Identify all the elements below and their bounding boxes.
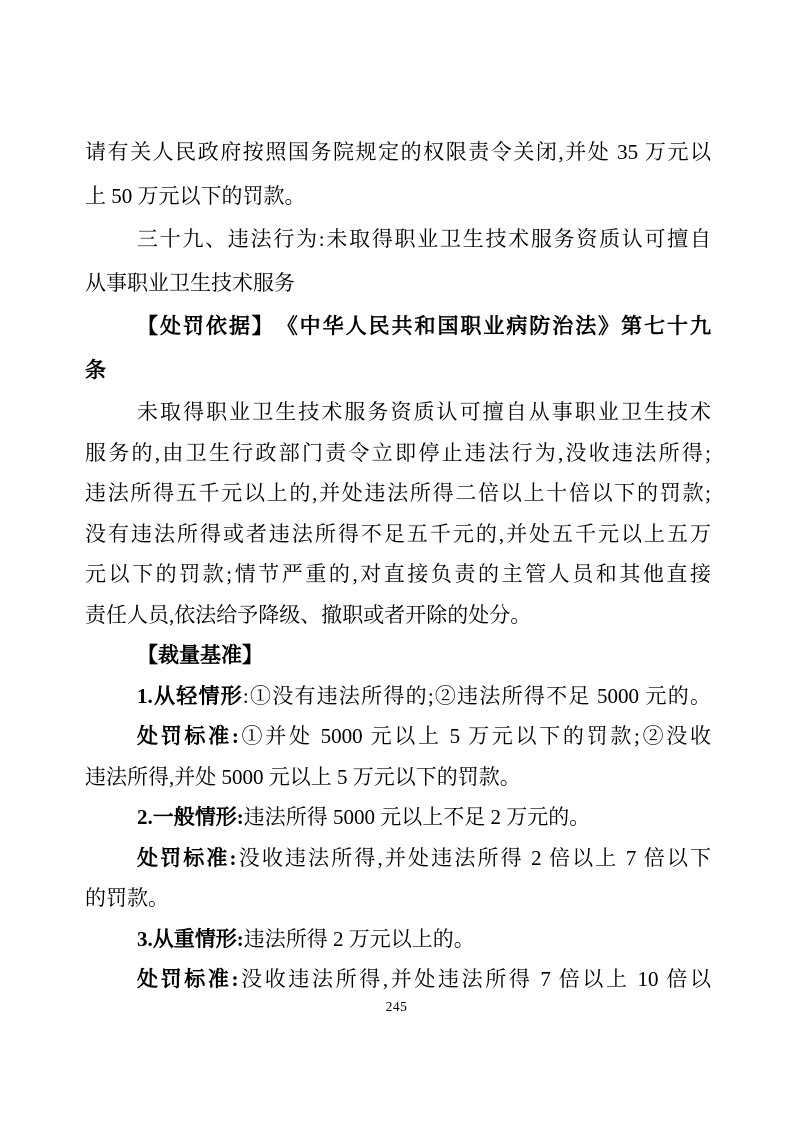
text-line-law-quote [85,392,711,433]
text-segment: 违法所得 5000 元以上不足 2 万元的。 [243,805,591,829]
text-line-law-quote [85,473,711,514]
text-segment: 没有违法所得或者违法所得不足五千元的,并处五千元以上五万 [85,521,711,546]
text-segment: 没收违法所得,并处违法所得 7 倍以上 10 倍以 [238,967,711,991]
bold-text-segment: 2.一般情形: [137,805,244,829]
text-line-penalty-standard [85,757,711,798]
text-line-lenient-case [85,676,711,717]
text-line-violation-heading [85,218,711,262]
bold-text-segment: 条 [85,357,106,382]
document-body [85,131,711,1000]
text-segment: 没收违法所得,并处违法所得 2 倍以上 7 倍以下 [236,845,712,870]
text-segment: 三十九、违法行为:未取得职业卫生技术服务资质认可擅自 [137,227,711,251]
page-number: 245 [385,999,408,1014]
text-line-penalty-standard [85,716,711,757]
text-segment: 责任人员,依法给予降级、撤职或者开除的处分。 [85,602,532,627]
text-segment: ①并处 5000 元以上 5 万元以下的罚款;②没收 [238,724,711,748]
text-segment: 服务的,由卫生行政部门责令立即停止违法行为,没收违法所得; [85,440,711,465]
text-line-law-quote [85,433,711,474]
text-segment: 元以下的罚款;情节严重的,对直接负责的主管人员和其他直接 [85,562,711,586]
text-line-severe-case [85,919,711,960]
text-line-paragraph-continuation [85,131,711,175]
text-segment: 请有关人民政府按照国务院规定的权限责令关闭,并处 35 万元以 [85,140,711,164]
text-segment: 的罚款。 [85,886,169,910]
bold-text-segment: 【处罚依据】 《中华人民共和国职业病防治法》第七十九 [137,314,711,338]
text-segment: :①没有违法所得的;②违法所得不足 5000 元的。 [242,683,711,708]
text-line-penalty-basis-heading [85,349,711,393]
text-segment: 未取得职业卫生技术服务资质认可擅自从事职业卫生技术 [137,400,711,424]
text-segment: 违法所得五千元以上的,并处违法所得二倍以上十倍以下的罚款; [85,481,711,505]
text-line-paragraph-continuation [85,175,711,219]
text-line-penalty-basis-heading [85,305,711,349]
text-line-law-quote [85,595,711,636]
bold-text-segment: 处罚标准: [137,845,237,870]
text-line-general-case [85,797,711,838]
text-line-penalty-standard [85,878,711,919]
text-line-discretion-benchmark-heading [85,635,711,676]
bold-text-segment: 处罚标准: [137,967,239,991]
text-segment: 违法所得,并处 5000 元以上 5 万元以下的罚款。 [85,764,521,789]
bold-text-segment: 3.从重情形: [137,926,244,951]
text-segment: 违法所得 2 万元以上的。 [243,926,475,951]
bold-text-segment: 1.从轻情形 [137,683,243,708]
bold-text-segment: 【裁量基准】 [137,643,263,667]
text-segment: 从事职业卫生技术服务 [85,270,295,295]
text-line-penalty-standard [85,959,711,1000]
text-line-penalty-standard [85,838,711,879]
text-line-violation-heading [85,262,711,306]
text-segment: 上 50 万元以下的罚款。 [85,183,306,208]
text-line-law-quote [85,554,711,595]
text-line-law-quote [85,514,711,555]
bold-text-segment: 处罚标准: [137,724,239,748]
